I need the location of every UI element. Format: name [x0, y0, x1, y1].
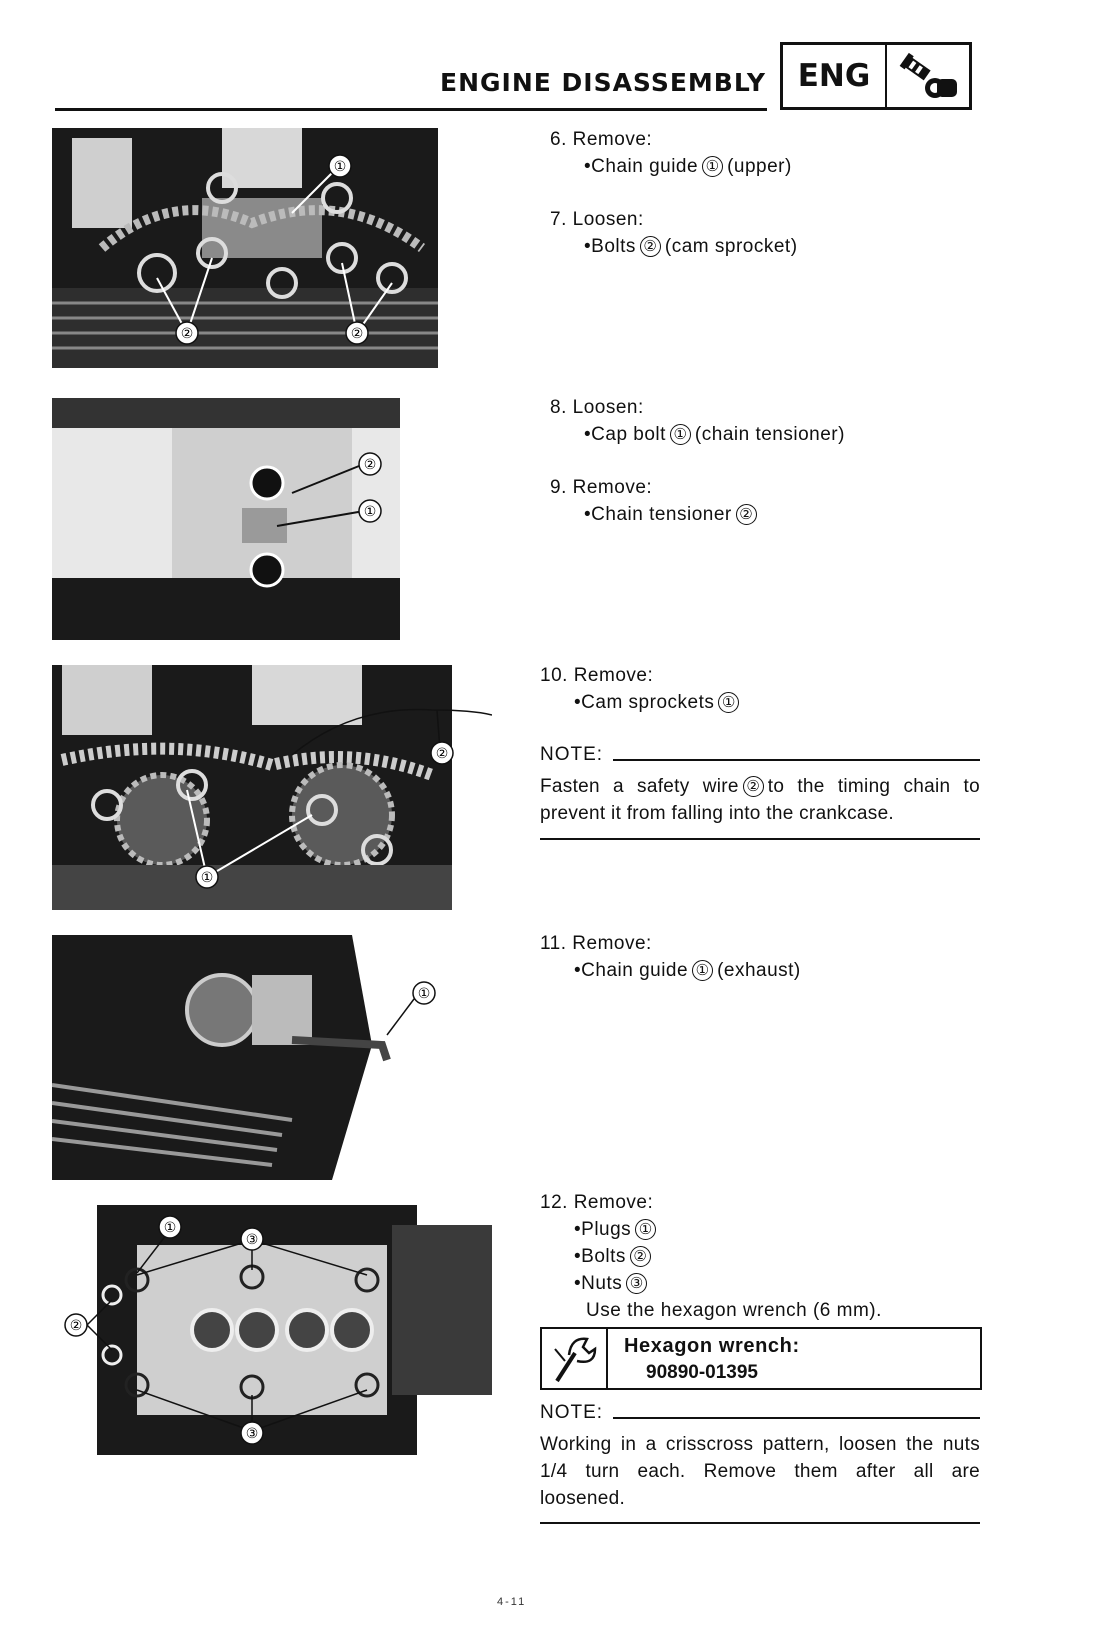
step-number: 9.	[550, 477, 567, 498]
item-text: •Cap bolt	[584, 424, 666, 445]
step-8	[550, 394, 845, 448]
photo-label: ①	[363, 504, 377, 520]
note-heading	[540, 744, 980, 766]
ref-marker: ②	[736, 504, 757, 525]
engine-wrench-icon	[887, 45, 969, 107]
note-label: NOTE:	[540, 1402, 604, 1423]
step-action: Remove:	[572, 129, 653, 150]
step-number: 10.	[540, 665, 568, 686]
step-action: Remove:	[572, 933, 652, 954]
hexagon-wrench-icon	[542, 1329, 608, 1388]
note-label: NOTE:	[540, 744, 604, 765]
step-number: 11.	[540, 933, 567, 954]
step-instruction: Use the hexagon wrench (6 mm).	[586, 1300, 882, 1321]
item-text: •Chain guide	[584, 156, 699, 177]
step-action: Loosen:	[572, 209, 644, 230]
ref-marker: ②	[640, 236, 661, 257]
item-suffix: (cam sprocket)	[664, 236, 798, 257]
photo-label: ②	[180, 326, 194, 342]
section-badge	[780, 42, 972, 110]
item-text: •Plugs	[574, 1219, 632, 1240]
ref-marker: ①	[718, 692, 739, 713]
photo-label: ②	[363, 457, 377, 473]
ref-marker: ②	[630, 1246, 651, 1267]
item-text: •Bolts	[584, 236, 636, 257]
step-action: Loosen:	[572, 397, 644, 418]
step-action: Remove:	[572, 477, 653, 498]
photo-label: ③	[245, 1426, 259, 1442]
page-title: ENGINE DISASSEMBLY	[440, 68, 766, 97]
photo-label: ②	[69, 1318, 83, 1334]
item-text: •Chain tensioner	[584, 504, 732, 525]
photo-label: ①	[200, 870, 214, 886]
ref-marker: ①	[702, 156, 723, 177]
note-end-rule	[540, 838, 980, 840]
item-text: •Cam sprockets	[574, 692, 715, 713]
photo-label: ①	[333, 159, 347, 175]
note-text-after: to the timing chain to prevent it from falling into the crankcase.	[540, 776, 980, 824]
item-suffix: (upper)	[727, 156, 792, 177]
photo-label: ②	[350, 326, 364, 342]
photo-cam-sprockets	[52, 665, 492, 910]
step-action: Remove:	[573, 1192, 654, 1213]
note-text	[540, 773, 980, 827]
step-6	[550, 126, 792, 180]
photo-cylinder-head-nuts	[52, 1205, 497, 1455]
photo-chain-tensioner	[52, 398, 400, 640]
photo-exhaust-chain-guide	[52, 935, 442, 1180]
step-12	[540, 1189, 882, 1324]
special-tool-box	[540, 1327, 982, 1390]
step-action: Remove:	[573, 665, 654, 686]
photo-label: ③	[245, 1232, 259, 1248]
step-9	[550, 474, 761, 528]
photo-label: ①	[417, 986, 431, 1002]
note-end-rule	[540, 1522, 980, 1524]
photo-label: ②	[435, 746, 449, 762]
item-suffix: (exhaust)	[717, 960, 801, 981]
tool-part-number: 90890-01395	[646, 1362, 758, 1383]
step-11	[540, 930, 801, 984]
step-number: 7.	[550, 209, 567, 230]
section-label: ENG	[783, 45, 887, 107]
step-number: 12.	[540, 1192, 568, 1213]
note-heading	[540, 1402, 980, 1424]
step-number: 6.	[550, 129, 567, 150]
note-text-before: Fasten a safety wire	[540, 776, 739, 797]
header-divider	[55, 108, 767, 111]
photo-label: ①	[163, 1220, 177, 1236]
item-text: •Bolts	[574, 1246, 626, 1267]
ref-marker: ①	[670, 424, 691, 445]
page-number: 4-11	[497, 1596, 527, 1608]
item-suffix: (chain tensioner)	[694, 424, 845, 445]
ref-marker: ③	[626, 1273, 647, 1294]
step-number: 8.	[550, 397, 567, 418]
ref-marker: ②	[743, 776, 764, 797]
ref-marker: ①	[635, 1219, 656, 1240]
step-7	[550, 206, 798, 260]
item-text: •Nuts	[574, 1273, 623, 1294]
item-text: •Chain guide	[574, 960, 689, 981]
ref-marker: ①	[692, 960, 713, 981]
step-10	[540, 662, 743, 716]
photo-cam-chain-guide	[52, 128, 438, 368]
tool-name: Hexagon wrench:	[624, 1335, 800, 1357]
note-text: Working in a crisscross pattern, loosen the nuts 1/4 turn each. Remove them after all are loosened.	[540, 1434, 980, 1509]
